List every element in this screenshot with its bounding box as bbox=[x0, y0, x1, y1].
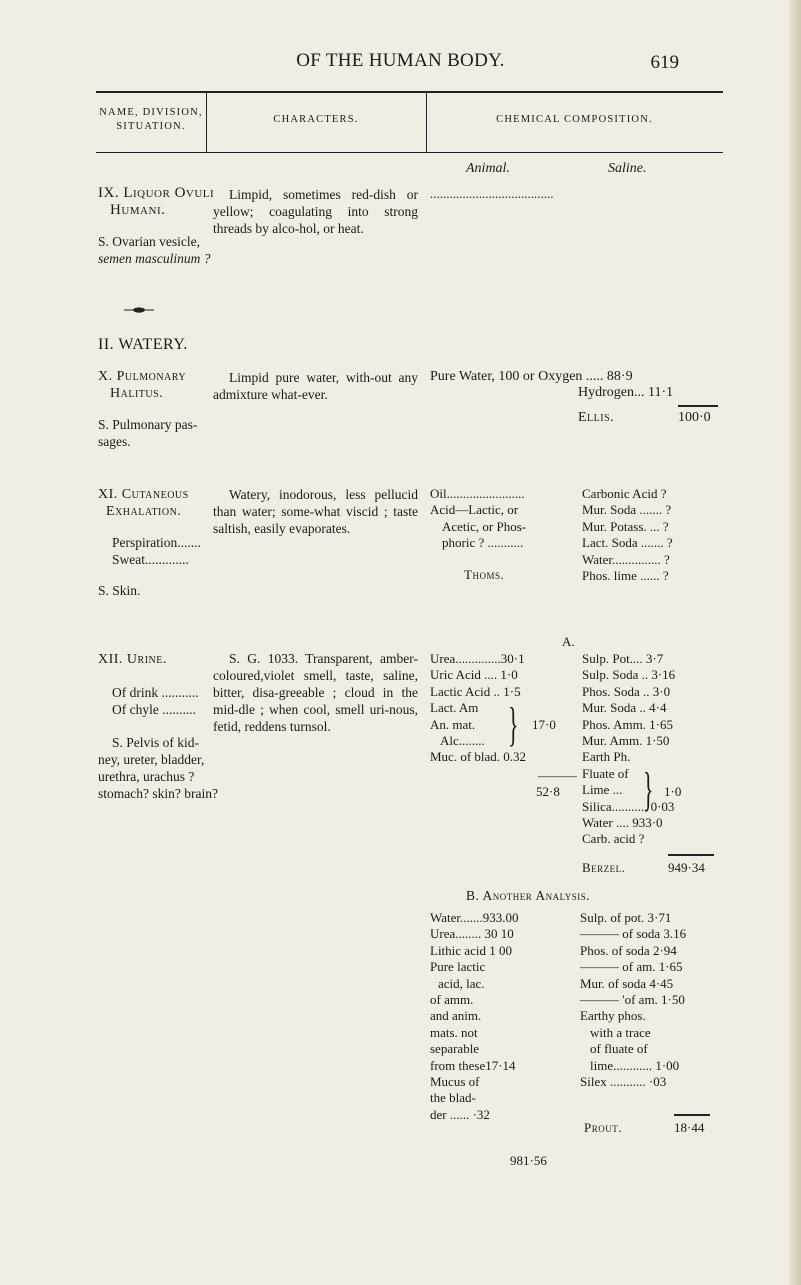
analysis-b-authority: Prout. bbox=[584, 1120, 622, 1135]
analysis-a-authority: Berzel. bbox=[582, 860, 626, 875]
x-characters: Limpid pure water, with-out any admixture what-ever. bbox=[213, 370, 418, 402]
ix-name: IX. Liquor Ovuli Humani. bbox=[98, 185, 215, 218]
ix-situation: S. Ovarian vesicle, semen masculinum ? bbox=[98, 234, 211, 266]
grand-total: 981·56 bbox=[510, 1153, 547, 1168]
x-name: X. Pulmonary Halitus. bbox=[98, 369, 187, 401]
xi-situation: Perspiration....... Sweat............. S. Skin. bbox=[98, 535, 201, 598]
xii-name: XII. Urine. bbox=[98, 652, 167, 667]
analysis-b-left: Water.......933.00 Urea........ 30 10 Lithic acid 1 00 Pure lactic acid, lac. of amm. and anim. mats. not separable from these17·14 Mucus of the blad- der ...... ·32 bbox=[430, 910, 519, 1122]
xii-situation: Of drink ........... Of chyle .......... S. Pelvis of kid- ney, ureter, bladder, urethra, urachus ? stomach? skin? brain? bbox=[98, 685, 218, 801]
header-bottom-rule-left bbox=[96, 152, 206, 153]
analysis-a-right: Sulp. Pot.... 3·7 Sulp. Soda .. 3·16 Phos. Soda .. 3·0 Mur. Soda .. 4·4 Phos. Amm. 1·65 Mur. Amm. 1·50 Earth Ph. Fluate of Lime ... Silica........... 0·03 Water .... 933·0 Carb. acid ? bbox=[582, 651, 676, 847]
analysis-a-total: 949·34 bbox=[668, 860, 705, 875]
analysis-a-label: A. bbox=[562, 634, 575, 649]
analysis-a-left: Urea..............30·1 Uric Acid .... 1·0 Lactic Acid .. 1·5 Lact. Am An. mat. Alc........ Muc. of blad. 0.32 bbox=[430, 651, 527, 765]
analysis-a-brace-1: } bbox=[508, 698, 519, 751]
scan-edge bbox=[789, 0, 801, 1285]
header-name: NAME, DIVISION, SITUATION. bbox=[99, 107, 203, 132]
ix-characters: Limpid, sometimes red-dish or yellow; coagulating into strong threads by alco-hol, or heat. bbox=[213, 187, 418, 236]
header-bottom-rule-mid bbox=[206, 152, 426, 153]
table-top-rule bbox=[96, 91, 723, 93]
x-chemical bbox=[430, 369, 673, 402]
analysis-a-brace-2: } bbox=[643, 763, 654, 816]
xi-authority: Thoms. bbox=[464, 567, 505, 582]
ornament-rule bbox=[124, 306, 154, 314]
ix-chemical-dots: ...................................... bbox=[430, 186, 554, 201]
x-line-1: Pure Water, 100 or Oxygen ..... 88·9 bbox=[430, 369, 633, 384]
x-authority: Ellis. bbox=[578, 410, 615, 425]
xii-characters: S. G. 1033. Transparent, amber-coloured,violet smell, taste, saline, bitter, disa-greeable ; cloud in the mid-dle ; when cool, smell uri-nous, fetid, reddens turnsol. bbox=[213, 651, 418, 734]
analysis-b-label: B. Another Analysis. bbox=[466, 888, 591, 903]
analysis-a-dash: ——— bbox=[538, 768, 577, 783]
analysis-a-group-value: 17·0 bbox=[532, 717, 556, 732]
analysis-b-total: 18·44 bbox=[674, 1120, 705, 1135]
analysis-a-group-value-b: 1·0 bbox=[664, 784, 682, 799]
analysis-a-total-rule bbox=[668, 854, 714, 856]
header-chemical: CHEMICAL COMPOSITION. bbox=[496, 114, 653, 125]
x-situation: S. Pulmonary pas- sages. bbox=[98, 417, 198, 449]
xi-chemical-right: Carbonic Acid ? Mur. Soda ....... ? Mur. Potass. ... ? Lact. Soda ....... ? Water............... ? Phos. lime ...... ? bbox=[582, 486, 673, 584]
analysis-b-total-rule bbox=[674, 1114, 710, 1116]
header-characters: CHARACTERS. bbox=[273, 114, 359, 125]
section-watery: II. WATERY. bbox=[98, 336, 188, 353]
running-head: OF THE HUMAN BODY. bbox=[296, 50, 505, 71]
x-total-rule bbox=[678, 405, 718, 407]
page-number: 619 bbox=[650, 52, 679, 73]
analysis-b-right: Sulp. of pot. 3·71 ——— of soda 3.16 Phos. of soda 2·94 ——— of am. 1·65 Mur. of soda 4·45 ——— 'of am. 1·50 Earthy phos. with a trace of fluate of lime............ 1·00 Silex ........... ·03 bbox=[580, 910, 687, 1090]
header-bottom-rule-right bbox=[426, 152, 723, 153]
subhead-animal: Animal. bbox=[466, 161, 510, 176]
analysis-a-subtotal: 52·8 bbox=[536, 784, 560, 799]
x-line-2: Hydrogen... 11·1 bbox=[578, 385, 674, 401]
xi-characters: Watery, inodorous, less pellucid than water; some-what viscid ; taste saltish, easily evaporates. bbox=[213, 487, 418, 536]
subhead-saline: Saline. bbox=[608, 161, 647, 176]
x-total: 100·0 bbox=[678, 410, 711, 425]
xi-chemical-left: Oil........................ Acid—Lactic, or Acetic, or Phos- phoric ? ........... bbox=[430, 486, 527, 551]
xi-name: XI. Cutaneous Exhalation. bbox=[98, 487, 189, 519]
